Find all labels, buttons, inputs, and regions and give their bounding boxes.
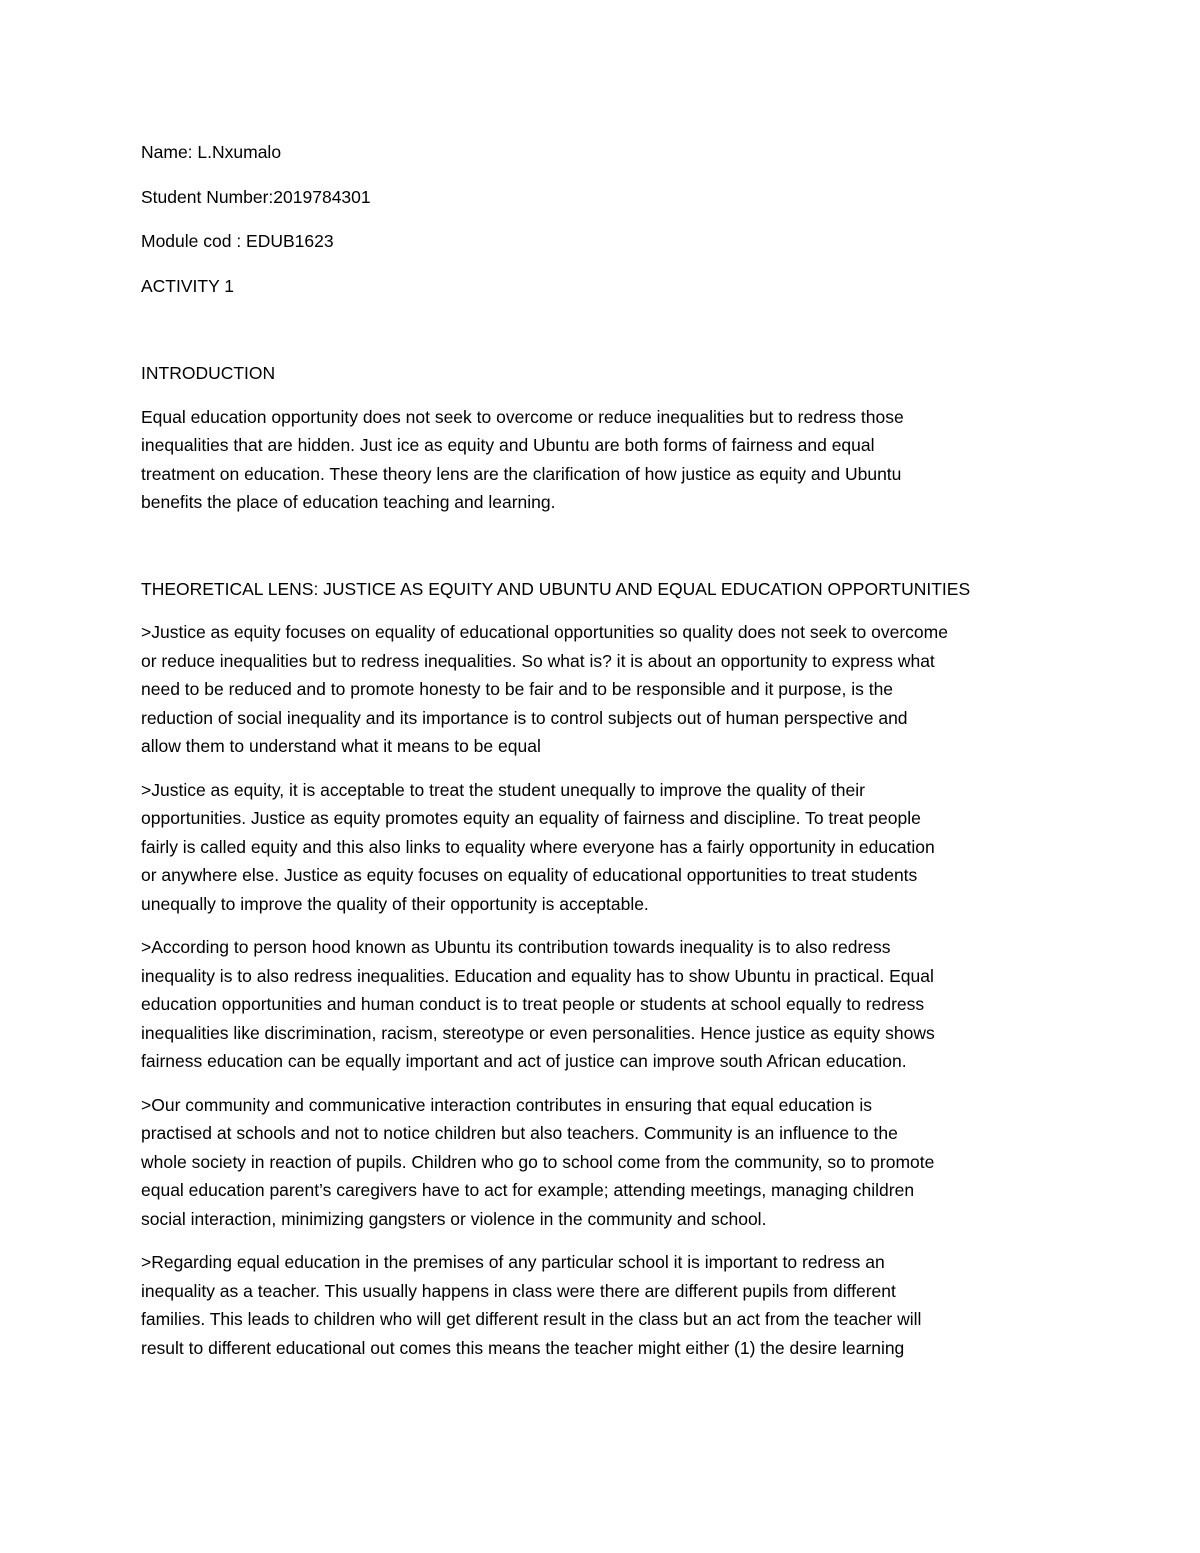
paragraph-line: inequalities that are hidden. Just ice as equity and Ubuntu are both forms of fairness and equal (141, 435, 875, 455)
paragraph-line: or reduce inequalities but to redress inequalities. So what is? it is about an opportunity to express what (141, 650, 935, 671)
paragraph-line: whole society in reaction of pupils. Children who go to school come from the community, so to promote (141, 1151, 935, 1172)
paragraph-line: social interaction, minimizing gangsters or violence in the community and school. (141, 1208, 767, 1229)
student-number: Student Number:2019784301 (141, 186, 371, 207)
paragraph-line: inequality is to also redress inequalities. Education and equality has to show Ubuntu in practical. Equal (141, 965, 934, 986)
paragraph-line: reduction of social inequality and its importance is to control subjects out of human perspective and (141, 707, 908, 728)
paragraph-line: practised at schools and not to notice children but also teachers. Community is an influence to the (141, 1123, 898, 1143)
paragraph-line: >Justice as equity, it is acceptable to treat the student unequally to improve the quality of their (141, 779, 865, 800)
paragraph-line: families. This leads to children who will get different result in the class but an act from the teacher will (141, 1309, 922, 1329)
paragraph-line: treatment on education. These theory lens are the clarification of how justice as equity and Ubuntu (141, 463, 902, 484)
paragraph-line: equal education parent’s caregivers have to act for example; attending meetings, managing children (141, 1180, 915, 1200)
paragraph-line: allow them to understand what it means to be equal (141, 736, 541, 756)
paragraph-line: >Regarding equal education in the premises of any particular school it is important to redress an (141, 1252, 885, 1272)
paragraph-line: fairly is called equity and this also links to equality where everyone has a fairly opportunity in education (141, 836, 935, 857)
paragraph-line: or anywhere else. Justice as equity focuses on equality of educational opportunities to treat students (141, 865, 918, 885)
paragraph-line: fairness education can be equally important and act of justice can improve south African education. (141, 1051, 907, 1071)
introduction-paragraph (141, 403, 1060, 517)
paragraph-line: need to be reduced and to promote honesty to be fair and to be responsible and it purpose, is the (141, 679, 894, 699)
paragraph-line: benefits the place of education teaching and learning. (141, 492, 556, 512)
body-paragraph (141, 933, 1060, 1076)
paragraph-line: >According to person hood known as Ubuntu its contribution towards inequality is to also redress (141, 937, 891, 957)
student-name: Name: L.Nxumalo (141, 142, 282, 162)
body-paragraph (141, 776, 1060, 919)
paragraph-line: inequalities like discrimination, racism, stereotype or even personalities. Hence justice as equity shows (141, 1022, 935, 1043)
paragraph-line: >Our community and communicative interaction contributes in ensuring that equal education is (141, 1094, 873, 1115)
theoretical-lens-heading: THEORETICAL LENS: JUSTICE AS EQUITY AND UBUNTU AND EQUAL EDUCATION OPPORTUNITIES (141, 578, 971, 599)
body-paragraph (141, 618, 1060, 761)
paragraph-line: >Justice as equity focuses on equality of educational opportunities so quality does not seek to overcome (141, 622, 948, 642)
paragraph-line: opportunities. Justice as equity promotes equity an equality of fairness and discipline. To treat people (141, 808, 921, 828)
paragraph-line: unequally to improve the quality of their opportunity is acceptable. (141, 893, 649, 914)
module-code: Module cod : EDUB1623 (141, 231, 334, 251)
paragraph-line: Equal education opportunity does not seek to overcome or reduce inequalities but to redress those (141, 406, 904, 427)
paragraph-line: result to different educational out comes this means the teacher might either (1) the desire learning (141, 1337, 905, 1358)
paragraph-line: education opportunities and human conduct is to treat people or students at school equally to redress (141, 994, 925, 1014)
activity-heading: ACTIVITY 1 (141, 275, 235, 296)
body-paragraph (141, 1248, 1060, 1362)
paragraph-line: inequality as a teacher. This usually happens in class were there are different pupils from different (141, 1280, 896, 1301)
body-paragraph (141, 1091, 1060, 1234)
introduction-heading: INTRODUCTION (141, 363, 276, 383)
